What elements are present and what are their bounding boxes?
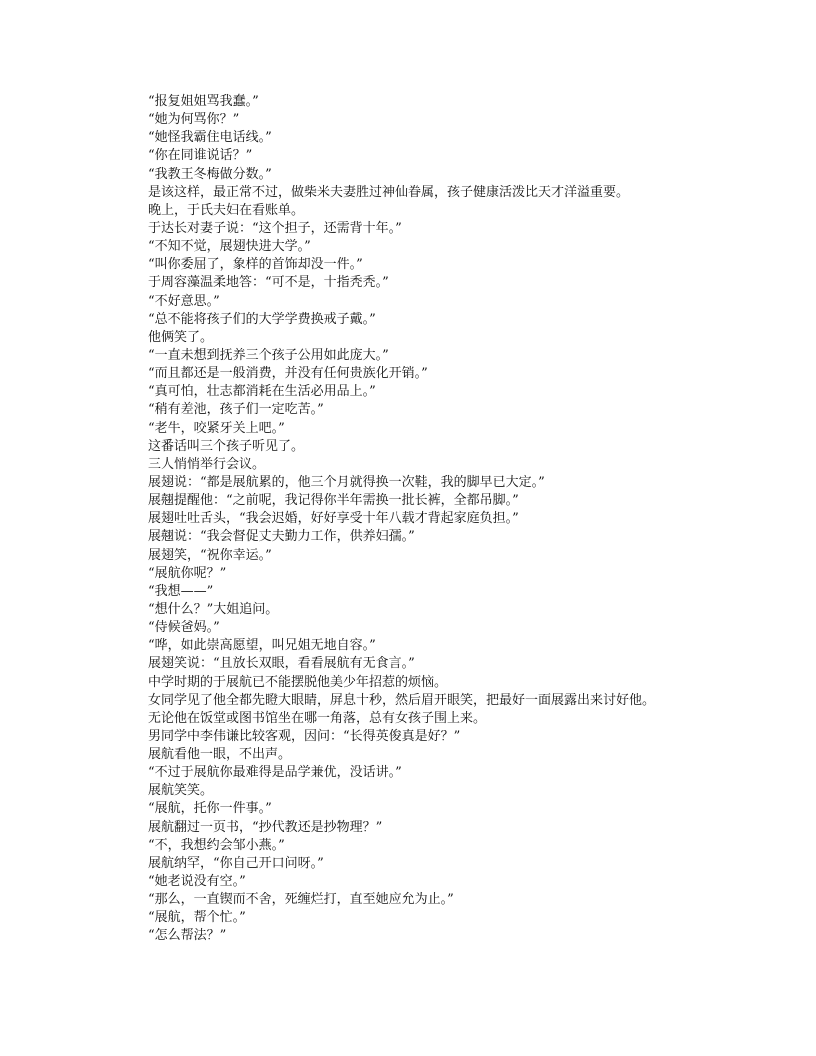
text-line: “怎么帮法？” (148, 928, 227, 944)
text-line: 女同学见了他全都先瞪大眼睛，屏息十秒，然后眉开眼笑，把最好一面展露出来讨好他。 (148, 692, 656, 708)
text-line: “真可怕，壮志都消耗在生活必用品上。” (148, 384, 376, 400)
text-line: 他俩笑了。 (148, 329, 214, 345)
text-line: 三人悄悄举行会议。 (148, 456, 266, 472)
text-line: 展翅说：“都是展航累的，他三个月就得换一次鞋，我的脚早已大定。” (148, 474, 545, 490)
text-line: 展翅笑说：“且放长双眼，看看展航有无食言。” (148, 656, 415, 672)
text-line: “老牛，咬紧牙关上吧。” (148, 420, 285, 436)
text-line: “侍候爸妈。” (148, 620, 220, 636)
text-line: “不过于展航你最难得是品学兼优，没话讲。” (148, 765, 402, 781)
text-line: “展航，帮个忙。” (148, 910, 246, 926)
text-line: “报复姐姐骂我蠢。” (148, 94, 259, 109)
text-line: “总不能将孩子们的大学学费换戒子戴。” (148, 311, 376, 327)
text-line: 中学时期的于展航已不能摆脱他美少年招惹的烦恼。 (148, 674, 448, 690)
text-line: 展翅吐吐舌头，“我会迟婚，好好享受十年八载才背起家庭负担。” (148, 511, 519, 527)
text-line: “我教王冬梅做分数。” (148, 166, 272, 182)
text-line: 男同学中李伟谦比较客观，因问：“长得英俊真是好？” (148, 728, 461, 744)
text-line: “叫你委屈了，象样的首饰却没一件。” (148, 257, 363, 273)
text-line: “展航你呢？” (148, 565, 227, 581)
text-line: “想什么？”大姐追问。 (148, 601, 279, 617)
text-line: 无论他在饭堂或图书馆坐在哪一角落，总有女孩子围上来。 (148, 710, 487, 726)
text-line: “稍有差池，孩子们一定吃苦。” (148, 402, 324, 418)
text-line: “她为何骂你？” (148, 112, 240, 128)
text-line: “不好意思。” (148, 293, 220, 309)
text-line: 于周容藻温柔地答：“可不是，十指秃秃。” (148, 275, 389, 291)
text-line: “而且都还是一般消费，并没有任何贵族化开销。” (148, 366, 428, 382)
text-line: 展航笑笑。 (148, 783, 214, 799)
text-line: “我想——” (148, 583, 214, 599)
text-line: 是该这样，最正常不过，做柴米夫妻胜过神仙眷属，孩子健康活泼比天才洋溢重要。 (148, 184, 630, 200)
text-line: 这番话叫三个孩子听见了。 (148, 438, 305, 454)
text-line: “不，我想约会邹小燕。” (148, 837, 285, 853)
text-body (148, 93, 708, 946)
text-line: “哗，如此崇高愿望，叫兄姐无地自容。” (148, 638, 376, 654)
text-line: “展航，托你一件事。” (148, 801, 272, 817)
text-line: “一直未想到抚养三个孩子公用如此庞大。” (148, 347, 389, 363)
text-line: 展航翻过一页书，“抄代教还是抄物理？” (148, 819, 383, 835)
text-line: 展航纳罕，“你自己开口问呀。” (148, 855, 324, 871)
text-line: 于达长对妻子说：“这个担子，还需背十年。” (148, 220, 402, 236)
text-line: “她老说没有空。” (148, 874, 246, 890)
text-line: “你在同谁说话？” (148, 148, 253, 164)
text-line: 展翅笑，“祝你幸运。” (148, 547, 272, 563)
text-line: “她怪我霸住电话线。” (148, 130, 272, 146)
text-line: “那么，一直锲而不舍，死缠烂打，直至她应允为止。” (148, 892, 454, 908)
text-line: 展翹说：“我会督促丈夫勤力工作，供养妇孺。” (148, 529, 415, 545)
text-line: 晚上，于氏夫妇在看账单。 (148, 202, 305, 218)
text-line: 展航看他一眼，不出声。 (148, 747, 292, 763)
text-line: 展翹提醒他：“之前呢，我记得你半年需换一批长裤，全都吊脚。” (148, 493, 519, 509)
text-line: “不知不觉，展翅快进大学。” (148, 239, 311, 255)
